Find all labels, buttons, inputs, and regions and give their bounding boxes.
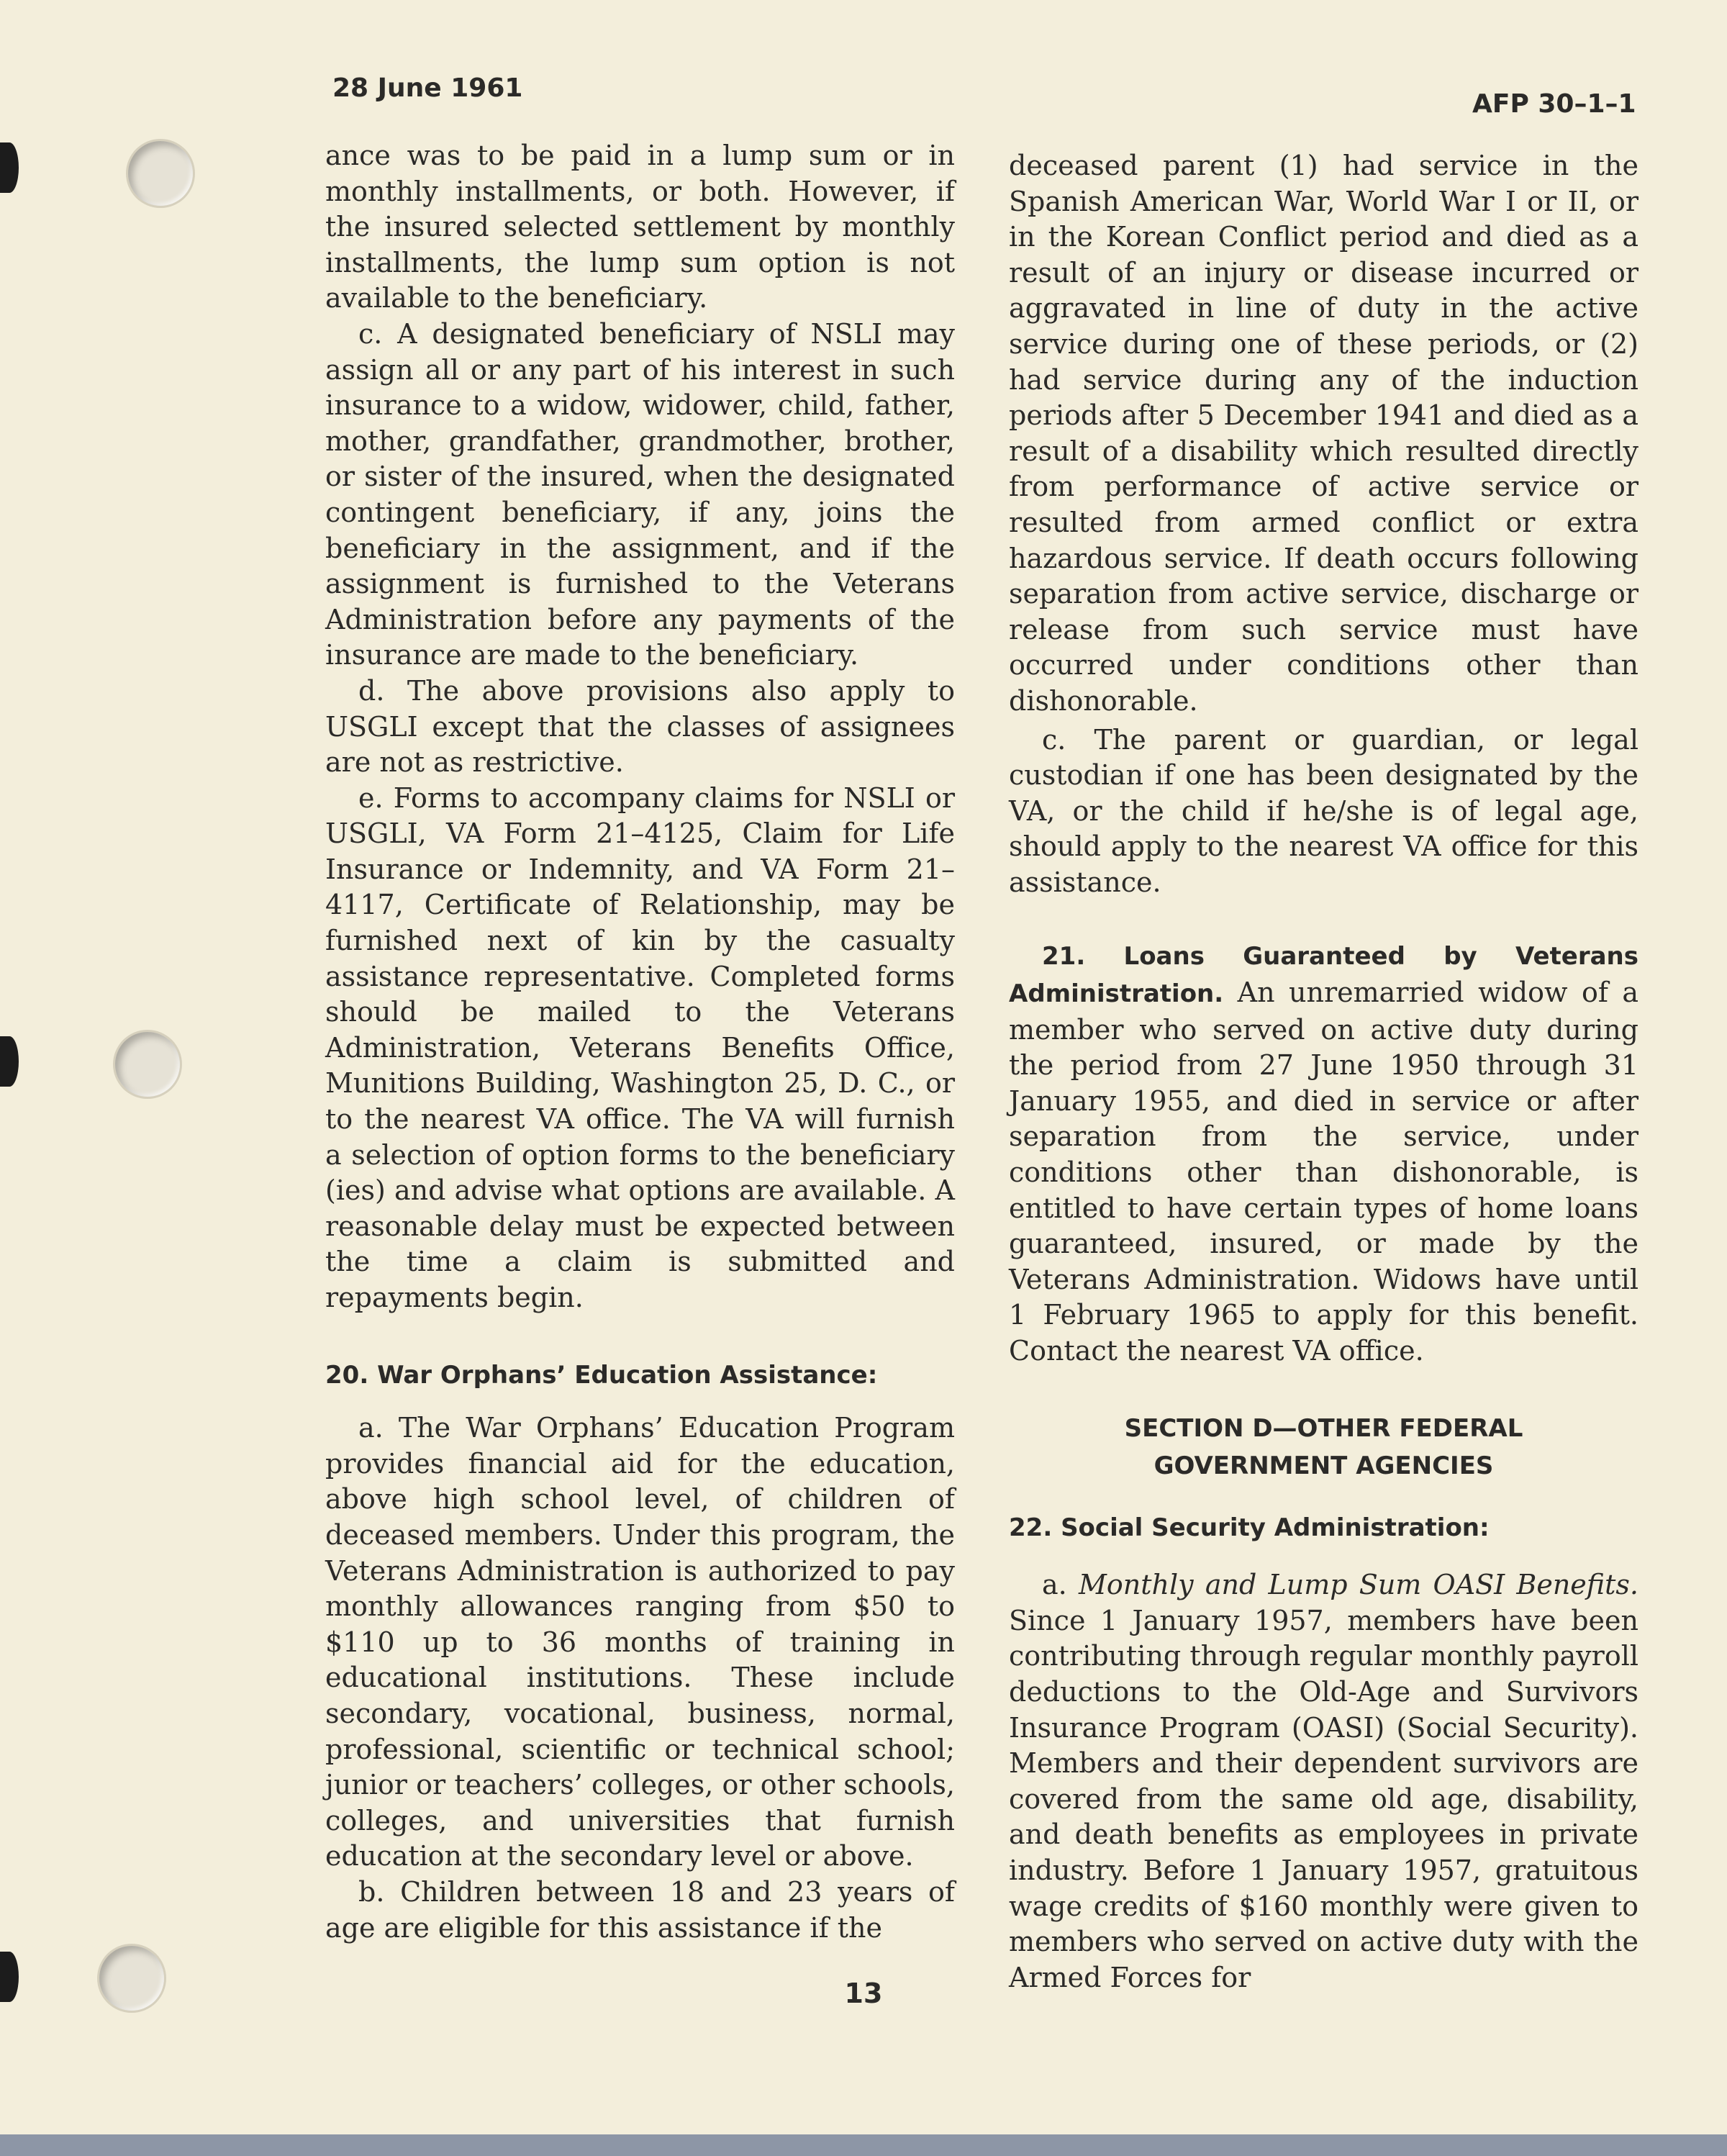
- left-column: [325, 138, 955, 1946]
- paragraph-22a-italic-title: Monthly and Lump Sum OASI Benefits.: [1078, 1569, 1638, 1601]
- section-heading-22: 22. Social Security Administration:: [1009, 1513, 1490, 1542]
- paragraph-22a-text: Since 1 January 1957, members have been contributing through regular monthly payroll deductions to the Old-Age and Survivors Insurance Program (OASI) (Social Security). Members and their dependent survivors are covered from the same old age, disability, and death benefits as employees in private industry. Before 1 January 1957, gratuitous wage credits of $160 monthly were given to members who served on active duty with the Armed Forces for: [1009, 1604, 1638, 1993]
- binder-edge-middle: [0, 1036, 19, 1087]
- section-d-heading: SECTION D—OTHER FEDERAL GOVERNMENT AGENCIES: [1124, 1413, 1523, 1480]
- paragraph-continuation: ance was to be paid in a lump sum or in monthly installments, or both. However, if the insured selected settlement by monthly installments, the lump sum option is not available to the beneficiary.: [325, 140, 955, 314]
- paragraph-continuation-right: deceased parent (1) had service in the Spanish American War, World War I or II, or in the Korean Conflict period and died as a result of an injury or disease incurred or aggravated in line of duty in the active service during one of these periods, or (2) had service during any of the induction periods after 5 December 1941 and died as a result of a disability which resulted directly from performance of active service or resulted from armed conflict or extra hazardous service. If death occurs following separation from active service, discharge or release from such service must have occurred under conditions other than dishonorable.: [1009, 150, 1638, 717]
- scan-bottom-strip: [0, 2134, 1727, 2156]
- paragraph-20a: a. The War Orphans’ Education Program provides financial aid for the education, above high school level, of children of deceased members. Under this program, the Veterans Administration is authorized to pay monthly allowances ranging from $50 to $110 up to 36 months of training in educational institutions. These include secondary, vocational, business, normal, professional, scientific or technical school; junior or teachers’ colleges, or other schools, colleges, and universities that furnish education at the secondary level or above.: [325, 1412, 955, 1872]
- paragraph-right-c: c. The parent or guardian, or legal custodian if one has been designated by the VA, or the child if he/she is of legal age, should apply to the nearest VA office for this assistance.: [1009, 723, 1638, 898]
- paragraph-21: [1009, 938, 1638, 1369]
- punch-hole-top: [128, 141, 193, 206]
- header-date: 28 June 1961: [332, 73, 523, 103]
- punch-hole-middle: [115, 1032, 180, 1097]
- paragraph-d: d. The above provisions also apply to USGLI except that the classes of assignees are not as restrictive.: [325, 674, 955, 779]
- paragraph-e: e. Forms to accompany claims for NSLI or USGLI, VA Form 21–4125, Claim for Life Insurance or Indemnity, and VA Form 21–4117, Certificate of Relationship, may be furnished next of kin by the casualty assistance representative. Completed forms should be mailed to the Veterans Administration, Veterans Benefits Office, Munitions Building, Washington 25, D. C., or to the nearest VA office. The VA will furnish a selection of option forms to the beneficiary (ies) and advise what options are available. A reasonable delay must be expected between the time a claim is submitted and repayments begin.: [325, 782, 955, 1313]
- page-number: 13: [844, 1978, 883, 2009]
- paragraph-20b: b. Children between 18 and 23 years of age are eligible for this assistance if the: [325, 1875, 955, 1944]
- paragraph-22a: [1009, 1567, 1638, 1996]
- header-document-id: AFP 30–1–1: [1472, 89, 1636, 119]
- paragraph-22a-label: a.: [1042, 1569, 1079, 1601]
- paragraph-21-text: An unremarried widow of a member who served on active duty during the period from 27 June 1950 through 31 January 1955, and died in service or after separation from the service, under conditions other than dishonorable, is entitled to have certain types of home loans guaranteed, insured, or made by the Veterans Administration. Widows have until 1 February 1965 to apply for this benefit. Contact the nearest VA office.: [1009, 977, 1638, 1367]
- paragraph-c: c. A designated beneficiary of NSLI may assign all or any part of his interest in such insurance to a widow, widower, child, father, mother, grandfather, grandmother, brother, or sister of the insured, when the designated contingent beneficiary, if any, joins the beneficiary in the assignment, and if the assignment is furnished to the Veterans Administration before any payments of the insurance are made to the beneficiary.: [325, 317, 955, 671]
- section-heading-20: 20. War Orphans’ Education Assistance:: [325, 1360, 878, 1390]
- section-heading-21: 21. Loans Guaranteed by Veterans Administration.: [1009, 942, 1638, 1009]
- binder-edge-top: [0, 142, 19, 193]
- right-column: [1009, 148, 1638, 1996]
